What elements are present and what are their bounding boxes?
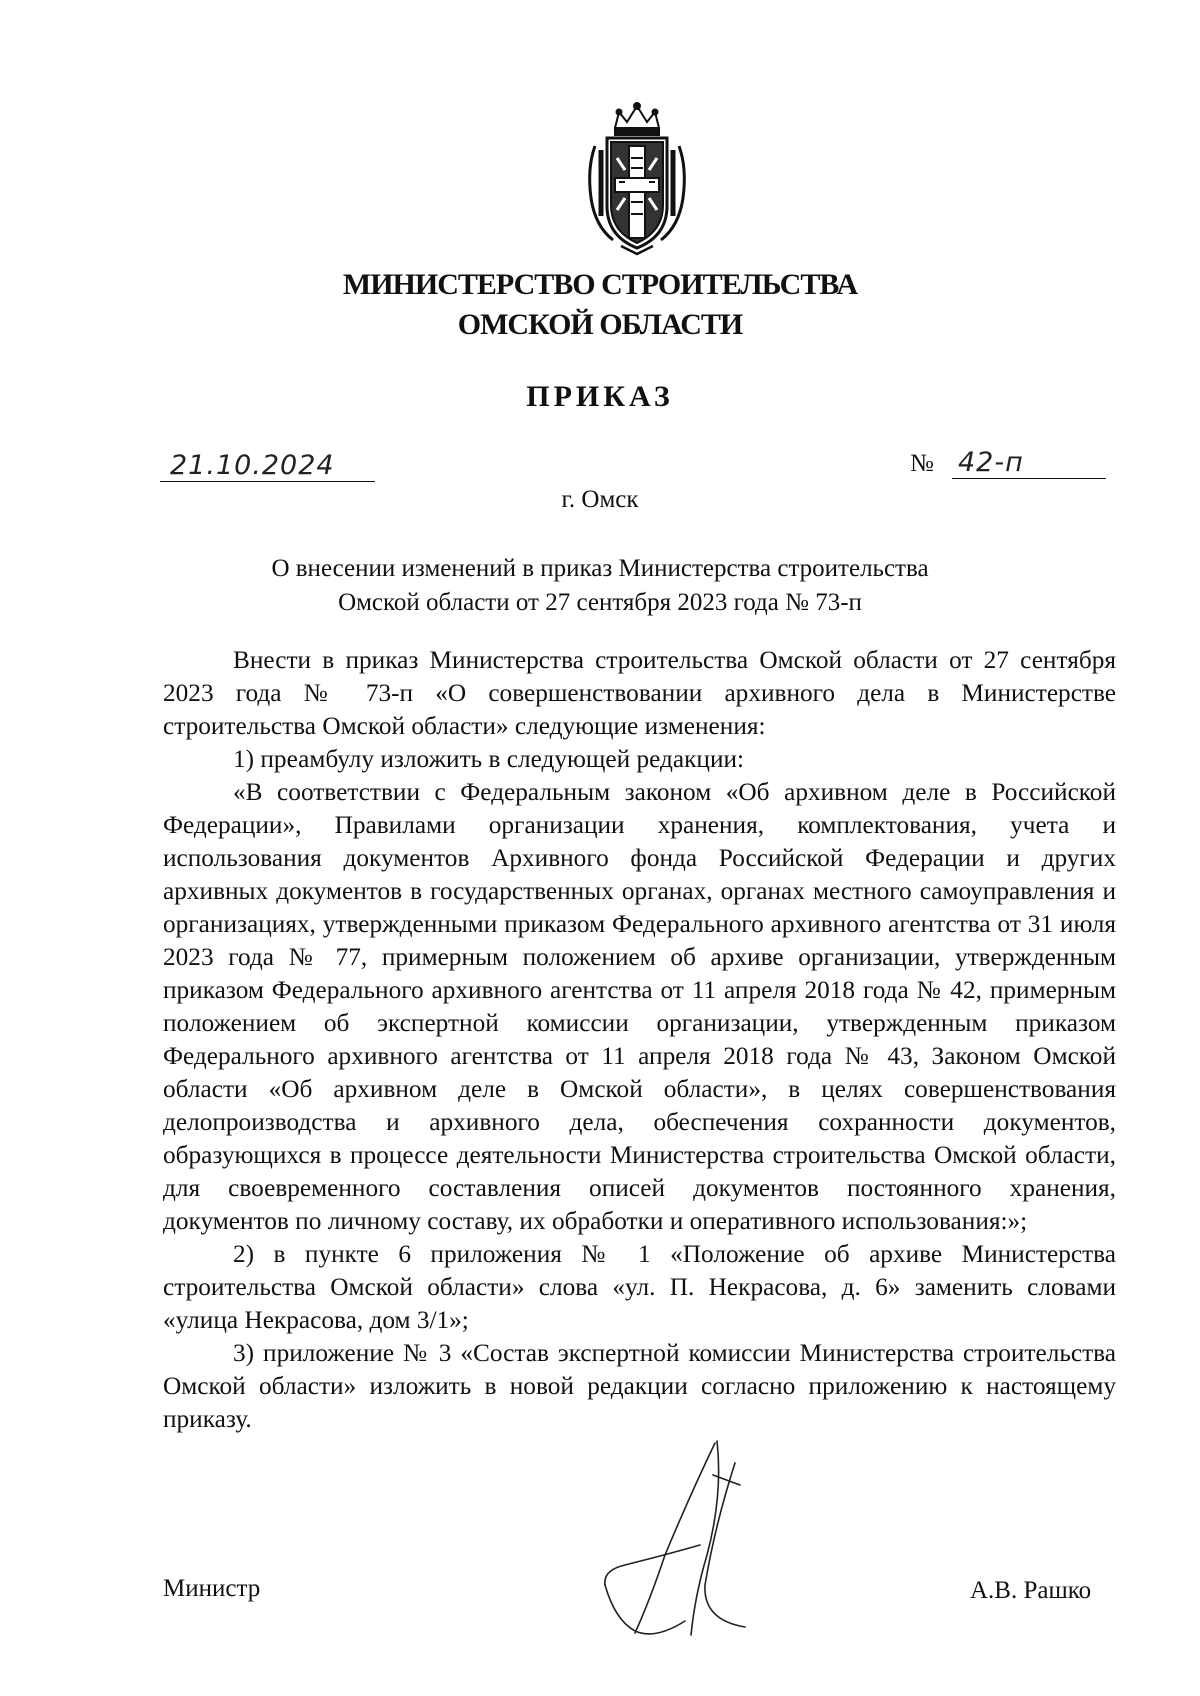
signer-name: А.В. Рашко [970,1577,1092,1604]
body-intro-paragraph: Внести в приказ Министерства строительства Омской области от 27 сентября 2023 года № 73-п «О совершенствовании архивного дела в Министерстве строительства Омской области» следующие изменения: [163,646,1116,740]
signer-position: Министр [163,1575,261,1602]
organization-name-line2: ОМСКОЙ ОБЛАСТИ [457,308,743,341]
order-subject-line1: О внесении изменений в приказ Министерства строительства [271,555,929,582]
body-item-2: 2) в пункте 6 приложения № 1 «Положение об архиве Министерства строительства Омской области» слова «ул. П. Некрасова, д. 6» заменить словами «улица Некрасова, дом 3/1»; [163,1240,1116,1334]
order-number-handwritten: 42-п [952,447,1106,479]
handwritten-signature [595,1435,805,1640]
order-subject-line2: Омской области от 27 сентября 2023 года № 73-п [338,589,862,616]
city-name: г. Омск [561,486,639,513]
body-preamble-paragraph: «В соответствии с Федеральным законом «Об архивном деле в Российской Федерации», Правилами организации хранения, комплектования, учета и использования документов Архивного фонда Российской Федерации и других архивных документов в государственных органах, органах местного самоуправления и организациях, утвержденными приказом Федерального архивного агентства от 31 июля 2023 года № 77, примерным положением об архиве организации, утвержденным приказом Федерального архивного агентства от 11 апреля 2018 года № 42, примерным положением об экспертной комиссии организации, утвержденным приказом Федерального архивного агентства от 11 апреля 2018 года № 43, Законом Омской области «Об архивном деле в Омской области», в целях совершенствования делопроизводства и архивного дела, обеспечения сохранности документов, образующихся в процессе деятельности Министерства строительства Омской области, для своевременного составления описей документов постоянного хранения, документов по личному составу, их обработки и оперативного использования:»; [163,778,1116,1235]
order-number-label: № [910,450,934,477]
document-type-title: ПРИКАЗ [526,380,674,413]
organization-name-line1: МИНИСТЕРСТВО СТРОИТЕЛЬСТВА [342,268,858,301]
coat-of-arms-emblem [577,98,697,258]
order-date-handwritten: 21.10.2024 [160,450,375,482]
order-subject [160,552,1040,620]
body-item-3: 3) приложение № 3 «Состав экспертной комиссии Министерства строительства Омской области» изложить в новой редакции согласно приложению к настоящему приказу. [163,1339,1116,1433]
order-body [163,644,1116,1436]
body-item-1: 1) преамбулу изложить в следующей редакции: [233,745,745,773]
